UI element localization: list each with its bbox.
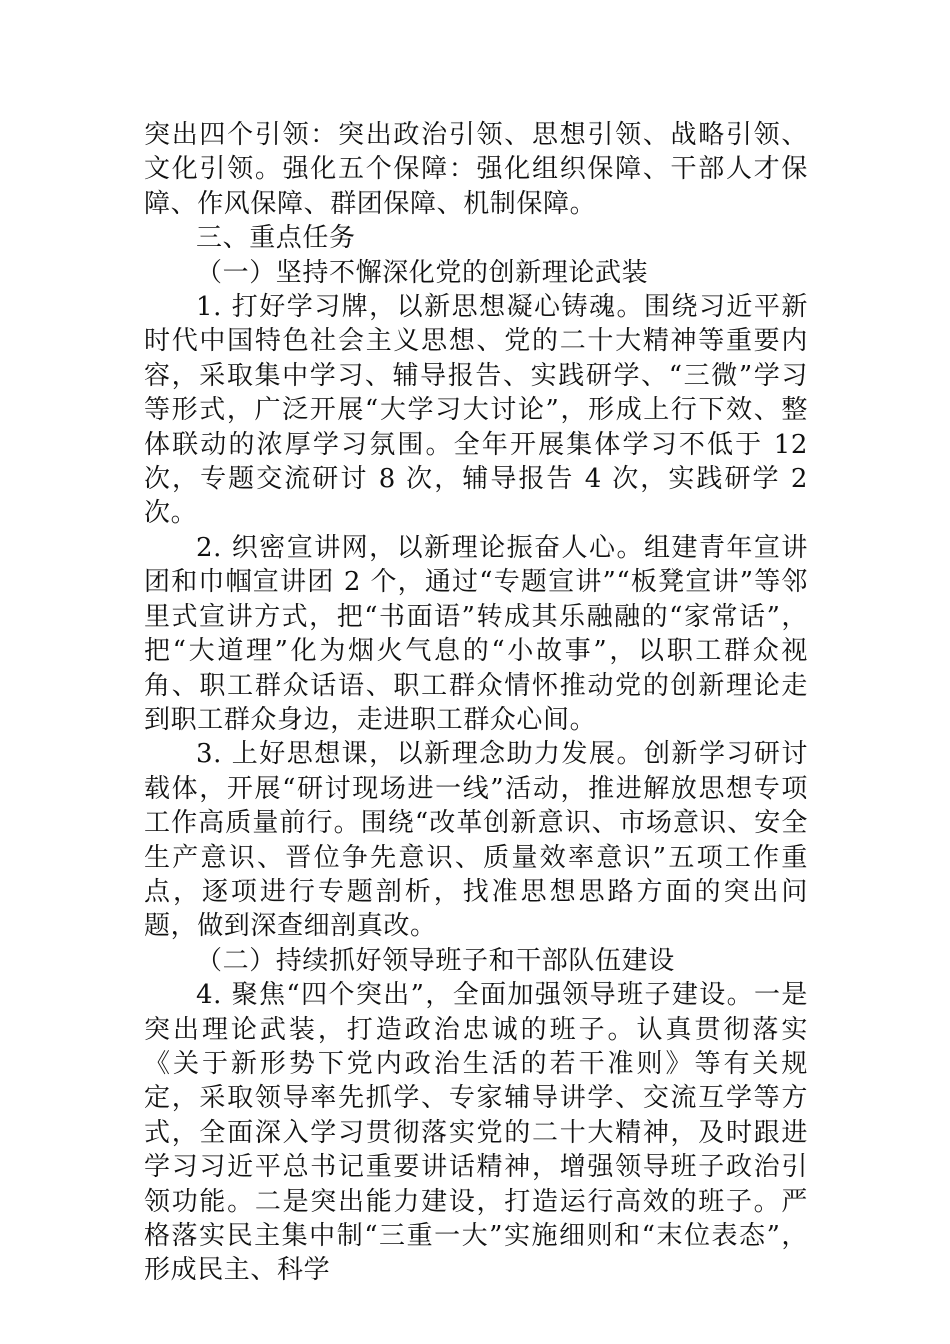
section-heading-key-tasks: 三、重点任务 [196,223,356,254]
paragraph-item-3-ideology-class: 3. 上好思想课，以新理念助力发展。创新学习研讨载体，开展“研讨现场进一线”活动，推进解放思想专项工作高质量前行。围绕“改革创新意识、市场意识、安全生产意识、晋位争先意识、质量效率意识”五项工作重点，逐项进行专题剖析，找准思想思路方面的突出问题，做到深查细剖真改。 [144,739,808,942]
document-body [144,118,808,1288]
paragraph-guidance-and-guarantees: 突出四个引领：突出政治引领、思想引领、战略引领、文化引领。强化五个保障：强化组织保障、干部人才保障、作风保障、群团保障、机制保障。 [144,120,808,219]
subsection-heading-theory-arming: （一）坚持不懈深化党的创新理论武装 [196,257,649,288]
paragraph-item-2-lecture-network: 2. 织密宣讲网，以新理论振奋人心。组建青年宣讲团和巾帼宣讲团 2 个，通过“专题宣讲”“板凳宣讲”等邻里式宣讲方式，把“书面语”转成其乐融融的“家常话”，把“大道理”化为烟火气息的“小故事”，以职工群众视角、职工群众话语、职工群众情怀推动党的创新理论走到职工群众身边，走进职工群众心间。 [144,532,808,735]
subsection-heading-leadership-building: （二）持续抓好领导班子和干部队伍建设 [196,945,675,976]
paragraph-item-1-study: 1. 打好学习牌，以新思想凝心铸魂。围绕习近平新时代中国特色社会主义思想、党的二十大精神等重要内容，采取集中学习、辅导报告、实践研学、“三微”学习等形式，广泛开展“大学习大讨论”，形成上行下效、整体联动的浓厚学习氛围。全年开展集体学习不低于 12 次，专题交流研讨 8 次，辅导报告 4 次，实践研学 2 次。 [144,292,808,529]
paragraph-item-4-leadership-team: 4. 聚焦“四个突出”，全面加强领导班子建设。一是突出理论武装，打造政治忠诚的班子。认真贯彻落实《关于新形势下党内政治生活的若干准则》等有关规定，采取领导率先抓学、专家辅导讲学、交流互学等方式，全面深入学习贯彻落实党的二十大精神，及时跟进学习习近平总书记重要讲话精神，增强领导班子政治引领功能。二是突出能力建设，打造运行高效的班子。严格落实民主集中制“三重一大”实施细则和“末位表态”，形成民主、科学 [144,980,808,1286]
